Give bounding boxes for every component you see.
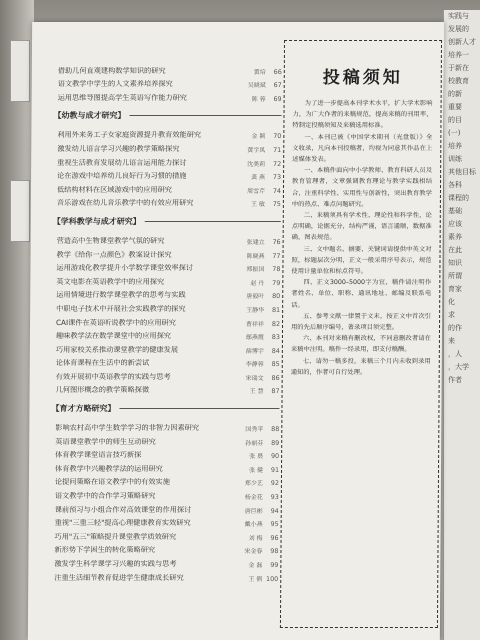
adjacent-page-text: 素养 [448,233,462,241]
toc-entry-title: 激发学生科学课学习兴趣的实践与思考 [54,559,177,568]
toc-entry-title: 趣味教学法在数学课堂中的应用探究 [55,331,172,341]
toc-entry-author: 杨金花 [244,494,263,502]
toc-entry [49,127,281,141]
toc-entry [48,246,280,260]
adjacent-page-text: 作者 [448,376,462,384]
adjacent-page-text: 实践与 [448,12,469,20]
toc-entry-page: 85 [271,360,280,369]
toc-entry-title: 重视"三重三轻"提高心理健康教育实效研究 [54,518,191,528]
notice-paragraph: 四、正文3000–5000字为宜，稿件请注明作者姓名、单位、职称、通讯地址、邮编及联系电话。 [291,279,432,309]
toc-entry-title: 低结构材料在区域游戏中的应用研究 [56,184,173,194]
toc-entry-title: 课前预习与小组合作对高效课堂的作用探讨 [54,504,192,514]
toc-entry-author: 郑振国 [246,266,265,274]
toc-section-label: 【幼教与成才研究】 [53,111,126,121]
toc-entry-author: 刘 梅 [248,534,263,542]
toc-entry-author: 李静蓉 [245,361,264,369]
toc-entry-title: 巧用家校关系推动课堂教学的健康发展 [55,344,179,354]
notice-paragraph: 六、本刊对来稿有删改权，不同意删改者请在来稿中注明。稿件一经录用，即支付稿酬。 [290,335,431,354]
toc-entry [49,181,281,195]
toc-entry-title: 借助几何直观建构数学知识的研究 [57,65,166,75]
toc-entry-author: 沈美莉 [247,160,266,168]
toc-entry [47,419,279,433]
adjacent-page-text: 化 [448,298,455,306]
toc-section-label: 【学科教学与成才研究】 [52,216,141,226]
toc-entry-page: 77 [272,251,281,260]
toc-section-header [47,401,279,415]
adjacent-page-text: 基础 [448,207,462,215]
toc-entry-page: 100 [266,574,279,583]
toc-entry [48,341,280,355]
toc-entry-title: 论在游戏中培养幼儿良好行为习惯的措施 [57,171,187,181]
toc-entry-page: 74 [272,186,282,195]
toc-entry [47,528,279,542]
toc-entry-page: 99 [270,561,279,569]
toc-entry-author: 宋金春 [244,548,263,556]
toc-entry [47,474,279,488]
toc-entry-title: 巧用"五三"策略提升课堂教学质效研究 [54,531,177,541]
toc-entry-author: 张建立 [246,238,265,246]
toc-entry-title: 教学《给你一点颜色》教案设计探究 [56,249,172,259]
toc-entry [49,140,281,154]
toc-entry [48,382,280,396]
toc-entry-page: 66 [273,67,282,76]
adjacent-page-text: 于新在 [448,64,469,72]
toc-entry [46,542,278,556]
toc-entry-title: 利用外来务工子女家庭资源提升教育效能研究 [57,130,202,140]
toc-entry-author: 孙丽芬 [245,439,264,447]
toc-entry-author: 金 磊 [248,562,263,569]
toc-entry-page: 81 [271,305,281,314]
toc-entry [48,355,280,369]
notice-paragraph: 三、文中题名、摘要、关键词请提供中英文对照，标题层次分明，正文一般采用序号表示，规范使用计量单位和标点符号。 [291,245,432,276]
toc-section-header [49,214,281,228]
toc-entry-title: 英语课堂教学中的师生互动研究 [55,436,156,446]
background-object [10,180,30,242]
toc-entry [46,569,278,583]
toc-entry-author: 龚 燕 [251,174,266,182]
toc-entry-page: 88 [271,425,280,434]
toc-entry-title: 论提问策略在语文教学中的有效实施 [54,477,170,487]
notice-paragraph: 七、请勿一稿多投，来稿三个月内未收到录用通知的，作者可自行处理。 [290,357,431,376]
toc-entry-page: 86 [271,373,280,382]
toc-entry [49,195,281,209]
toc-entry-title: 语文教学中学生的人文素养培养探究 [57,79,173,89]
toc-entry [49,154,281,168]
adjacent-page-text: 发展的 [448,25,469,33]
toc-entry-page: 82 [271,319,281,328]
toc-entry [49,168,281,182]
toc-entry-page: 83 [271,333,280,342]
adjacent-page-text: ，大学 [448,363,469,371]
toc-entry [48,287,280,301]
toc-entry-author: 国秀平 [245,426,264,434]
toc-entry [48,300,280,314]
toc-entry-page: 76 [272,237,281,246]
toc-entry-author: 赵 丹 [250,279,265,287]
toc-entry-title: 运用游戏化教学提升小学数学课堂效率探讨 [56,263,194,273]
toc-entry-page: 91 [270,465,280,474]
toc-entry-page: 67 [273,81,282,90]
toc-entry [48,314,280,328]
adjacent-page-text: ，人 [448,350,462,358]
toc-entry-author: 郑少艺 [244,480,263,488]
submission-notice-panel [280,40,442,628]
toc-entry-page: 69 [273,94,282,103]
toc-entry-author: 王 慧 [249,388,264,396]
toc-entry-title: 语文教学中的合作学习策略研究 [54,491,156,501]
adjacent-page-text: 重要 [448,103,462,111]
notice-paragraph: 一、本刊已被《中国学术期刊（光盘版）》全文收录，凡向本刊投稿者，均视为同意其作品在上述媒体发表。 [292,133,433,164]
toc-section-label: 【育才方略研究】 [51,403,116,413]
toc-entry-author: 戴小燕 [244,521,263,529]
toc-entry-page: 98 [270,547,279,556]
adjacent-page-text: 培养 [448,142,462,150]
toc-entry-title: 激发幼儿语言学习兴趣的教学策略探究 [57,143,180,153]
adjacent-page-text: 的作 [448,324,462,332]
toc-entry [47,447,279,461]
toc-entry [48,328,280,342]
toc-entry-author: 王静华 [246,306,265,314]
toc-entry-title: 影响农村高中学生数学学习的非智力因素研究 [55,423,200,433]
toc-entry-author: 张 健 [249,466,264,474]
toc-entry-title: 中职电子技术中开展社会实践教学的探究 [56,303,186,313]
toc-entry-title: 几何图形概念的教学策略探微 [55,385,150,395]
toc-entry-page: 72 [273,159,282,168]
adjacent-page [443,10,480,640]
toc-entry [46,555,278,569]
toc-entry-author: 金 颖 [251,133,266,141]
notice-paragraph: 为了进一步提高本刊学术水平，扩大学术影响力，为广大作者的来稿规范，提高来稿的刊用率，特制定投稿须知及来稿选用标准。 [292,100,433,130]
toc-entry-page: 92 [270,479,279,488]
toc-entry-author: 鄢燕霞 [245,334,264,342]
toc-entry-title: 运用情境进行数学课堂教学的思考与实践 [56,290,186,300]
toc-entry-page: 94 [270,506,279,515]
toc-entry [47,487,279,501]
toc-entry-title: 音乐游戏在幼儿音乐教学中的有效应用研究 [56,198,194,208]
toc-entry [49,232,281,246]
toc-entry-title: 运用思维导图提高学生英语写作能力研究 [57,92,188,102]
toc-entry-page: 90 [270,452,280,461]
adjacent-page-text: 应该 [448,220,462,228]
toc-section-header [49,109,281,123]
toc-entry [50,89,282,103]
notice-paragraph: 一、本稿件面向中小学教师、教育科研人员及教育管理者，文章强调教育理论与教学实践相结合，注重科学性、实用性与创新性，突出教育教学中的热点、难点问题研究。 [291,167,433,208]
toc-entry [48,273,280,287]
toc-entry-title: 有效开展初中英语教学的实践与思考 [55,371,171,381]
toc-entry-author: 王 敏 [250,201,265,209]
toc-entry-author: 唐毅叶 [246,293,265,301]
toc-entry-author: 黄宇凤 [247,146,266,154]
toc-entry-author: 吴晓斌 [247,82,266,90]
background-object [10,40,30,102]
toc-entry-page: 87 [271,387,280,396]
notice-paragraph: 二、来稿须具有学术性、理论性和科学性，论点明确，论据充分，结构严谨，语言通顺，数据准确，图表规范。 [291,212,432,242]
adjacent-page-text: 课程的 [448,194,469,202]
toc-entry-title: 重视生活教育发展幼儿语言运用能力探讨 [57,157,187,167]
toc-entry-page: 78 [272,265,281,274]
adjacent-page-text: 其他目标 [448,168,476,176]
adjacent-page-text: 培养一 [448,51,469,59]
toc-entry-page: 84 [271,346,280,355]
adjacent-page-text: 在此 [448,246,462,254]
toc-entry-page: 89 [271,438,280,447]
section-rule [145,221,281,222]
toc-entry [48,368,280,382]
toc-entry-title: 新形势下学困生的转化策略研究 [54,545,156,555]
toc-entry [47,433,279,447]
toc-entry-author: 周雪芹 [246,187,266,195]
toc-entry-author: 王 俐 [248,575,263,583]
toc-entry [47,501,279,515]
toc-entry [50,76,282,90]
adjacent-page-text: 训练 [448,155,462,163]
toc-entry-author: 陈晓燕 [246,252,265,260]
toc-entry-page: 79 [272,278,281,287]
adjacent-page-text: 校教育 [448,77,469,85]
notice-body [283,88,441,378]
toc-entry-title: 体育教学中兴趣教学法的运用研究 [55,463,163,473]
magazine-page [28,22,444,640]
adjacent-page-text: 知识 [448,259,462,267]
adjacent-page-text: (一) [448,129,461,137]
toc-entry-page: 93 [270,493,279,502]
toc-entry-author: 薛博宇 [245,347,264,355]
section-rule [119,408,279,409]
adjacent-page-text: 来 [448,337,455,345]
toc-entry-page: 75 [272,200,281,209]
toc-entry-title: CAI课件在英语听说教学中的应用研究 [56,317,176,327]
toc-entry-title: 论体育课程在生活中的新尝试 [55,358,150,368]
toc-entry-title: 英文电影在英语教学中的应用探究 [56,276,165,286]
toc-entry-page: 71 [273,145,282,154]
notice-title: 投稿须知 [322,68,403,88]
notice-paragraph: 五、参考文献一律置于文末，按正文中首次引用的先后顺序编号，著录项目须完整。 [290,312,432,332]
toc-entry-author: 唐巨彬 [244,507,263,515]
toc-entry-page: 70 [273,132,282,141]
adjacent-page-text: 的新 [448,90,462,98]
section-rule [129,115,281,116]
toc-entry-author: 宋瑞文 [245,374,264,382]
toc-entry-title: 营造高中生物课堂教学气氛的研究 [56,235,165,245]
toc-entry-page: 96 [270,533,279,542]
toc-entry-author: 陈 蓉 [251,95,266,103]
adjacent-page-text: 育家 [448,285,462,293]
adjacent-page-text: 各科 [448,181,462,189]
toc-entry [50,62,282,76]
toc-entry-page: 73 [272,173,282,182]
toc-entry [47,515,279,529]
toc-entry-author: 张 晨 [249,453,264,461]
toc-entry-author: 曹祥祥 [246,320,265,328]
adjacent-page-text: 求 [448,311,455,319]
adjacent-page-text: 所谓 [448,272,462,280]
toc-entry [47,460,279,474]
toc-entry [48,260,280,274]
table-of-contents [46,62,282,583]
toc-entry-page: 80 [272,292,281,301]
toc-entry-title: 注重生活细节教育促进学生健康成长研究 [54,572,184,582]
adjacent-page-text: 的目 [448,116,462,124]
toc-entry-author: 黄培 [253,68,266,76]
toc-entry-title: 体育教学课堂语言技巧新探 [55,450,142,460]
adjacent-page-text: 创新人才 [448,38,476,46]
toc-entry-page: 95 [270,520,279,529]
